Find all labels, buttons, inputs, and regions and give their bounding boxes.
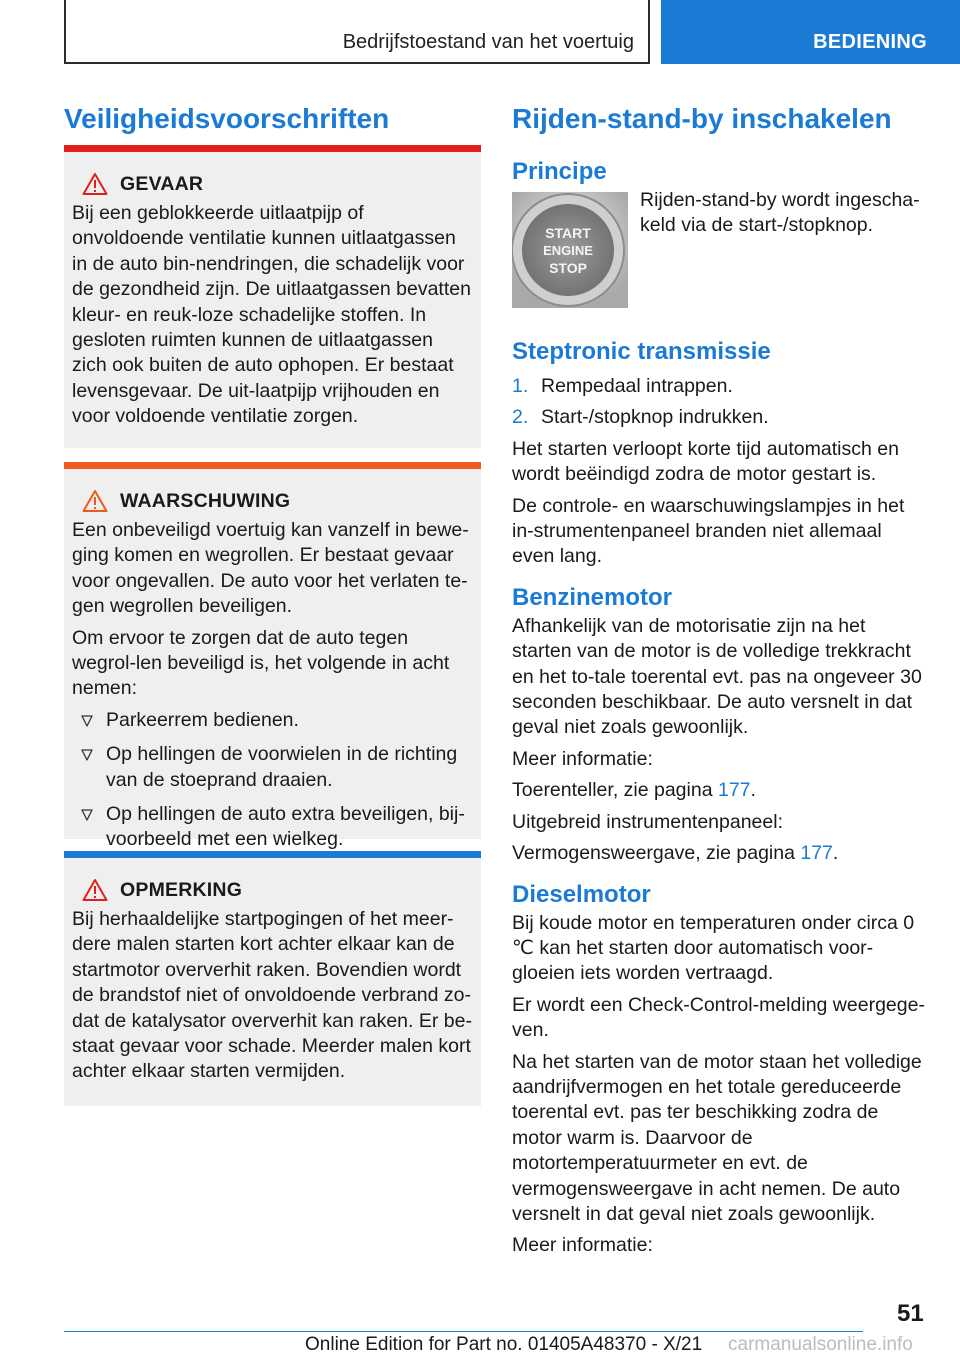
header-section-box bbox=[64, 0, 650, 64]
warning-triangle-icon bbox=[82, 172, 108, 196]
start-engine-stop-icon bbox=[512, 192, 628, 308]
warning-triangle-icon bbox=[82, 489, 108, 513]
svg-text:ENGINE: ENGINE bbox=[543, 243, 593, 258]
warning-bar bbox=[64, 462, 481, 469]
list-item: Op hellingen de voorwielen in de richting van de stoeprand draaien. bbox=[72, 742, 473, 793]
benzine-ref-1: Toerenteller, zie pagina 177. bbox=[512, 779, 756, 802]
footer-divider bbox=[64, 1331, 863, 1332]
footer-edition: Online Edition for Part no. 01405A48370 - X/21 bbox=[305, 1334, 703, 1355]
bullet-triangle-icon bbox=[81, 809, 93, 821]
list-item: 2. Start-/stopknop indrukken. bbox=[512, 406, 769, 429]
diesel-text-1: Bij koude motor en temperaturen onder circa 0 ℃ kan het starten door automatisch voor-gloeien iets worden vertraagd. bbox=[512, 911, 915, 985]
notice-text: Bij herhaaldelijke startpogingen of het meer-dere malen starten kort achter elkaar kan de startmotor oververhit raken. Bovendien wordt de brandstof niet of onvoldoende verbrand zo-dat de katalysator oververhit kan raken. Er be-staat gevaar voor schade. Meerder malen kort achter elkaar starten vermijden. bbox=[72, 908, 472, 1083]
safety-title: Veiligheidsvoorschriften bbox=[64, 103, 390, 134]
left-column bbox=[64, 100, 481, 1083]
right-column bbox=[512, 100, 928, 1265]
start-stop-button-image bbox=[512, 192, 628, 308]
header-section-title: Bedrijfstoestand van het voertuig bbox=[342, 31, 634, 53]
page-link[interactable]: 177 bbox=[800, 842, 833, 865]
steptronic-steps bbox=[512, 374, 928, 431]
diesel-more: Meer informatie: bbox=[512, 1234, 653, 1257]
benzine-text: Afhankelijk van de motorisatie zijn na het starten van de motor is de volledige trekkracht en het to-tale toerental evt. pas na ongeveer 30 seconden beschikbaar. De auto versnelt in dat geval niet zoals gewoonlijk. bbox=[512, 614, 922, 739]
benzine-more: Meer informatie: bbox=[512, 747, 653, 770]
svg-text:START: START bbox=[545, 225, 591, 241]
bullet-triangle-icon bbox=[81, 715, 93, 727]
notice-label: OPMERKING bbox=[120, 878, 243, 901]
notice-box bbox=[64, 851, 481, 1106]
benzine-ref-2: Vermogensweergave, zie pagina 177. bbox=[512, 842, 839, 865]
page-link[interactable]: 177 bbox=[717, 779, 751, 802]
notice-bar bbox=[64, 851, 481, 858]
header-chapter-title: BEDIENING bbox=[813, 31, 927, 53]
danger-label: GEVAAR bbox=[120, 172, 204, 195]
warning-label: WAARSCHUWING bbox=[120, 489, 291, 512]
principe-block bbox=[512, 189, 928, 308]
benzine-sub: Uitgebreid instrumentenpaneel: bbox=[512, 810, 784, 833]
danger-bar bbox=[64, 145, 481, 152]
diesel-heading: Dieselmotor bbox=[512, 880, 651, 908]
watermark: carmanualsonline.info bbox=[728, 1334, 913, 1355]
steptronic-text-1: Het starten verloopt korte tijd automatisch en wordt beëindigd zodra de motor gestart is. bbox=[512, 437, 899, 486]
list-item: 1. Rempedaal intrappen. bbox=[512, 375, 733, 397]
warning-list bbox=[72, 708, 473, 853]
warning-triangle-icon bbox=[82, 878, 108, 902]
principe-text: Rijden-stand-by wordt ingescha-keld via de start-/stopknop. bbox=[640, 189, 920, 237]
page-number: 51 bbox=[897, 1300, 924, 1327]
danger-box bbox=[64, 145, 481, 448]
svg-text:STOP: STOP bbox=[549, 260, 587, 276]
diesel-text-2: Er wordt een Check-Control-melding weergege-ven. bbox=[512, 993, 925, 1042]
benzine-heading: Benzinemotor bbox=[512, 583, 673, 611]
bullet-triangle-icon bbox=[81, 749, 93, 761]
list-item: Op hellingen de auto extra beveiligen, bij-voorbeeld met een wielkeg. bbox=[72, 802, 473, 853]
danger-text: Bij een geblokkeerde uitlaatpijp of onvoldoende ventilatie kunnen uitlaatgassen in de auto bin-nendringen, die schadelijk voor de gezondheid zijn. De uitlaatgassen bevatten kleur- en reuk-loze schadelijke stoffen. In gesloten ruimten kunnen de uitlaatgassen zich ook buiten de auto ophopen. Er bestaat levensgevaar. De uit-laatpijp vrijhouden en voor voldoende ventilatie zorgen. bbox=[72, 202, 471, 428]
warning-text-1: Een onbeveiligd voertuig kan vanzelf in bewe-ging komen en wegrollen. Er bestaat gevaar voor ongevallen. De auto voor het verlaten te-gen wegrollen beveiligen. bbox=[72, 519, 469, 618]
list-item: Parkeerrem bedienen. bbox=[72, 708, 473, 733]
diesel-text-3: Na het starten van de motor staan het volledige aandrijfvermogen en het totale gereduceerde toerental evt. pas ter beschikking zodra de motor warm is. Daarvoor de motortemperatuurmeter en evt. de vermogensweergave in acht nemen. De auto versnelt in dat geval niet zoals gewoonlijk. bbox=[512, 1050, 922, 1225]
steptronic-text-2: De controle- en waarschuwingslampjes in het in-strumentenpaneel branden niet allemaal even lang. bbox=[512, 494, 905, 568]
steptronic-heading: Steptronic transmissie bbox=[512, 338, 771, 365]
warning-box bbox=[64, 462, 481, 851]
principe-heading: Principe bbox=[512, 158, 607, 185]
warning-text-2: Om ervoor te zorgen dat de auto tegen wegrol-len beveiligd is, het volgende in acht nemen: bbox=[72, 626, 450, 700]
header-chapter-tab[interactable] bbox=[661, 0, 960, 64]
standby-title: Rijden-stand-by inschakelen bbox=[512, 103, 892, 134]
